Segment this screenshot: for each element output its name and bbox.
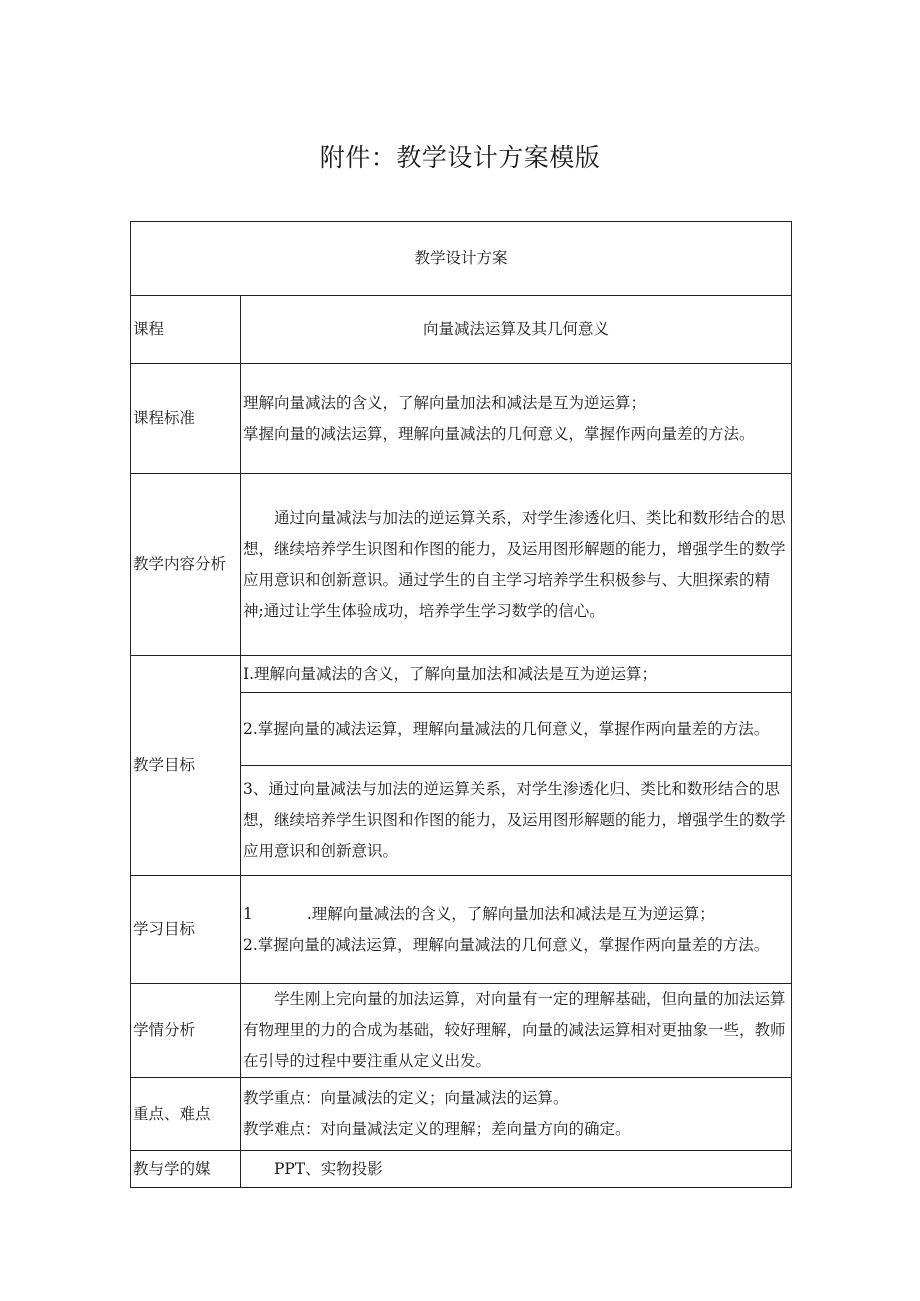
learner-analysis-label: 学情分析 — [131, 984, 241, 1078]
learner-analysis-text: 学生刚上完向量的加法运算，对向量有一定的理解基础，但向量的加法运算有物理里的力的合成为基础，较好理解，向量的减法运算相对更抽象一些，教师在引导的过程中要注重从定义出发。 — [241, 984, 792, 1078]
table-header-row — [131, 222, 792, 296]
key-points-content — [241, 1078, 792, 1151]
teaching-goal-row-1 — [131, 656, 792, 693]
course-row — [131, 296, 792, 364]
teaching-goals-label: 教学目标 — [131, 656, 241, 876]
learner-analysis-row — [131, 984, 792, 1078]
standard-label: 课程标准 — [131, 364, 241, 474]
standard-row — [131, 364, 792, 474]
standard-line-1: 理解向量减法的含义，了解向量加法和减法是互为逆运算； — [243, 393, 647, 412]
table-header: 教学设计方案 — [131, 222, 792, 296]
media-row — [131, 1151, 792, 1188]
content-analysis-label: 教学内容分析 — [131, 474, 241, 656]
content-analysis-row — [131, 474, 792, 656]
course-label: 课程 — [131, 296, 241, 364]
learning-goal-1-text: .理解向量减法的含义，了解向量加法和减法是互为逆运算； — [306, 904, 715, 923]
learning-goals-label: 学习目标 — [131, 876, 241, 984]
media-value: PPT、实物投影 — [241, 1151, 792, 1188]
teaching-goal-3: 3、通过向量减法与加法的逆运算关系，对学生渗透化归、类比和数形结合的思想，继续培养学生识图和作图的能力，及运用图形解题的能力，增强学生的数学应用意识和创新意识。 — [241, 766, 792, 876]
document-title: 附件：教学设计方案模版 — [319, 143, 601, 172]
standard-line-2: 掌握向量的减法运算，理解向量减法的几何意义，掌握作两向量差的方法。 — [243, 424, 755, 443]
learning-goals-content — [241, 876, 792, 984]
learning-goal-2: 2.掌握向量的减法运算，理解向量减法的几何意义，掌握作两向量差的方法。 — [243, 935, 770, 954]
media-label: 教与学的媒 — [131, 1151, 241, 1188]
content-analysis-text: 通过向量减法与加法的逆运算关系，对学生渗透化归、类比和数形结合的思想，继续培养学生识图和作图的能力，及运用图形解题的能力，增强学生的数学应用意识和创新意识。通过学生的自主学习培养学生积极参与、大胆探索的精神;通过让学生体验成功，培养学生学习数学的信心。 — [241, 474, 792, 656]
teaching-goal-2: 2.掌握向量的减法运算，理解向量减法的几何意义，掌握作两向量差的方法。 — [241, 693, 792, 766]
learning-goal-1-number: 1 — [243, 904, 253, 923]
teaching-goal-1: I.理解向量减法的含义，了解向量加法和减法是互为逆运算； — [241, 656, 792, 693]
course-value: 向量减法运算及其几何意义 — [241, 296, 792, 364]
teaching-design-table — [130, 221, 792, 1188]
difficult-point: 教学难点：对向量减法定义的理解；差向量方向的确定。 — [243, 1120, 631, 1138]
key-point: 教学重点：向量减法的定义；向量减法的运算。 — [243, 1089, 569, 1107]
standard-content — [241, 364, 792, 474]
learning-goals-row — [131, 876, 792, 984]
key-points-label: 重点、难点 — [131, 1078, 241, 1151]
key-points-row — [131, 1078, 792, 1151]
learning-goal-1 — [243, 899, 789, 930]
